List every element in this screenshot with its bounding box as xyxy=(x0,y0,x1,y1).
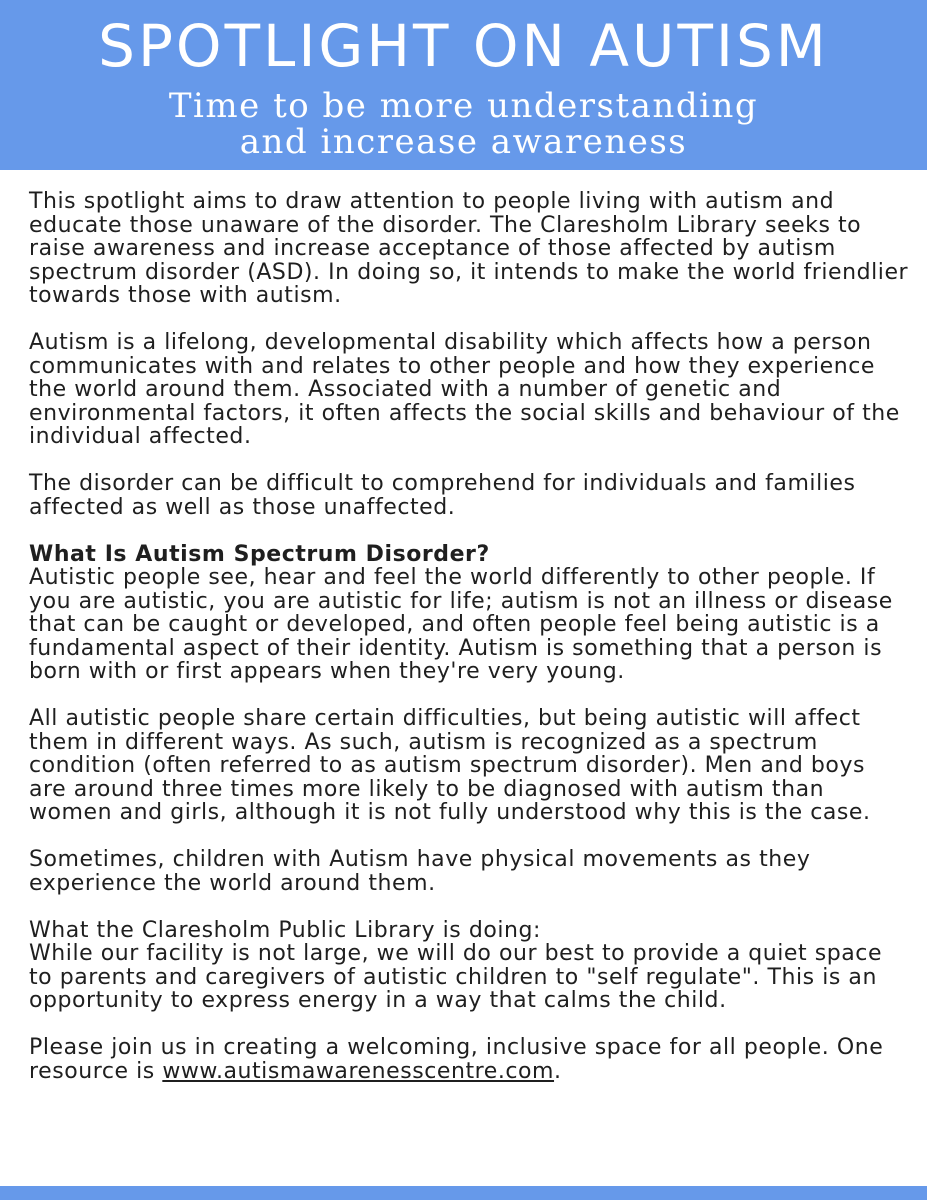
library-heading: What the Claresholm Public Library is doing: xyxy=(29,917,541,943)
definition-paragraph: Autism is a lifelong, developmental disability which affects how a person communicates with and relates to other people and how they experience the world around them. Associated with a number of genetic and environmental factors, it often affects the social skills and behaviour of the individual affected. xyxy=(29,330,900,449)
subtitle-line-2: and increase awareness xyxy=(239,122,688,162)
footer-bar xyxy=(0,1186,927,1200)
closing-period: . xyxy=(554,1058,562,1084)
article-body xyxy=(29,190,909,1107)
library-paragraph: While our facility is not large, we will do our best to provide a quiet space to parents and caregivers of autistic children to "self regulate". This is an opportunity to express energy in a way that calms the child. xyxy=(29,941,883,1013)
closing-paragraph xyxy=(29,1036,909,1083)
asd-section xyxy=(29,543,909,684)
section-heading: What Is Autism Spectrum Disorder? xyxy=(29,541,490,567)
movements-paragraph: Sometimes, children with Autism have physical movements as they experience the world around them. xyxy=(29,847,811,896)
header-banner xyxy=(0,0,927,170)
subtitle-line-1: Time to be more understanding xyxy=(168,86,759,126)
spectrum-paragraph: All autistic people share certain difficulties, but being autistic will affect them in different ways. As such, autism is recognized as a spectrum condition (often referred to as autism spectrum disorder). Men and boys are around three times more likely to be diagnosed with autism than women and girls, although it is not fully understood why this is the case. xyxy=(29,706,871,825)
difficulty-paragraph: The disorder can be difficult to comprehend for individuals and families affected as well as those unaffected. xyxy=(29,471,856,520)
closing-text: Please join us in creating a welcoming, inclusive space for all people. One resource is xyxy=(29,1035,884,1084)
library-section xyxy=(29,919,909,1013)
page-subtitle xyxy=(0,88,927,160)
intro-paragraph: This spotlight aims to draw attention to people living with autism and educate those unaware of the disorder. The Claresholm Library seeks to raise awareness and increase acceptance of those affected by autism spectrum disorder (ASD). In doing so, it intends to make the world friendlier towards those with autism. xyxy=(29,189,909,308)
resource-link[interactable]: www.autismawarenesscentre.com xyxy=(162,1058,555,1084)
asd-paragraph: Autistic people see, hear and feel the world differently to other people. If you are autistic, you are autistic for life; autism is not an illness or disease that can be caught or developed, and often people feel being autistic is a fundamental aspect of their identity. Autism is something that a person is born with or first appears when they're very young. xyxy=(29,565,893,684)
page-title: SPOTLIGHT ON AUTISM xyxy=(98,12,829,80)
